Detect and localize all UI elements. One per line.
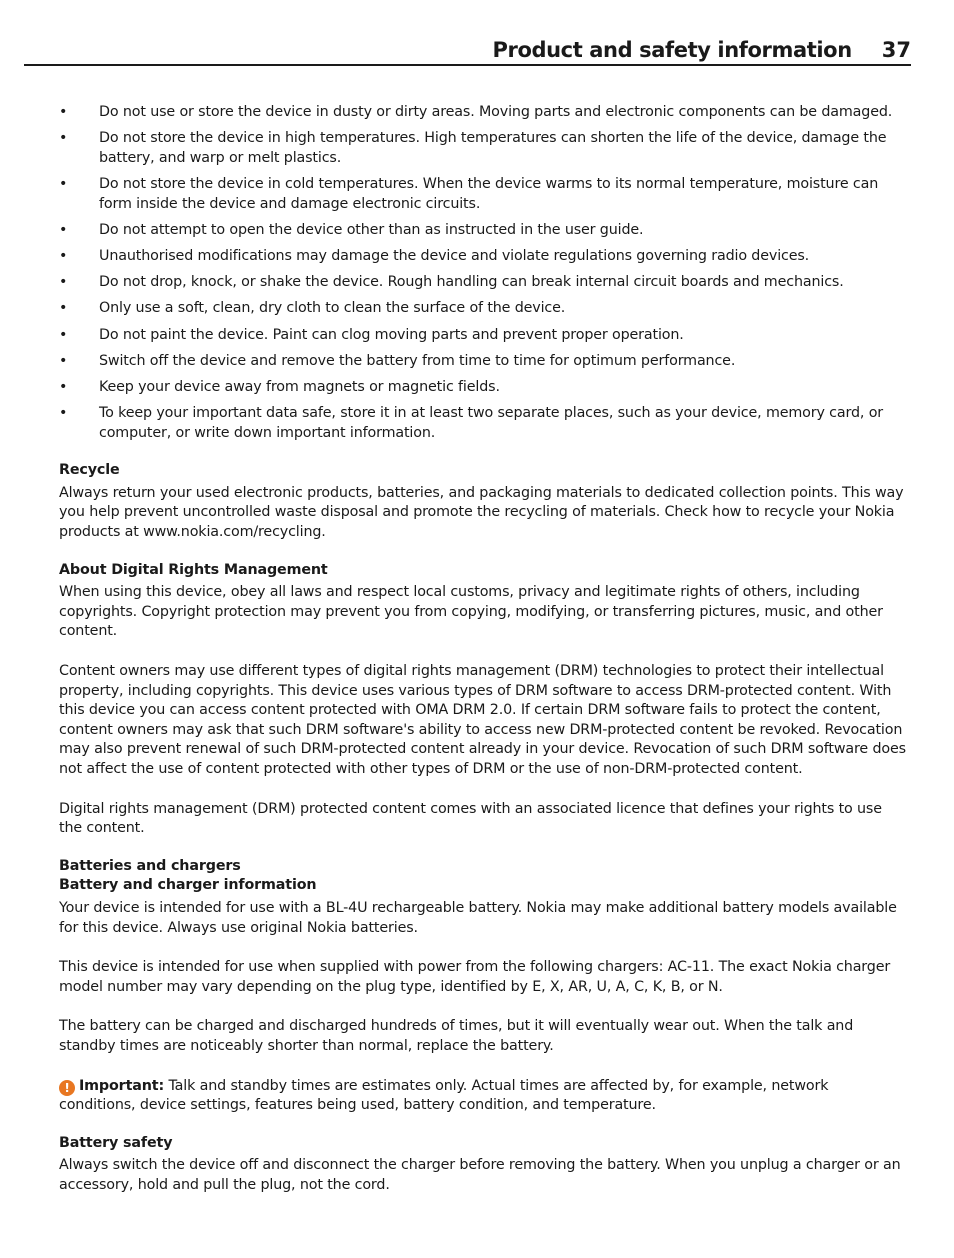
list-item-text: To keep your important data safe, store it in at least two separate places, such as your device, memory card, or computer, or write down important information. <box>99 405 884 441</box>
bullet-icon: • <box>59 221 68 238</box>
bullet-icon: • <box>59 300 68 317</box>
drm-heading: About Digital Rights Management <box>59 561 328 578</box>
list-item-text: Do not use or store the device in dusty or dirty areas. Moving parts and electronic components can be damaged. <box>99 104 893 120</box>
list-item <box>59 273 907 293</box>
list-item-text: Do not drop, knock, or shake the device. Rough handling can break internal circuit boards and mechanics. <box>99 274 844 291</box>
page-header <box>24 34 911 66</box>
battery-info-subheading: Battery and charger information <box>59 877 317 894</box>
bullet-icon: • <box>59 274 68 291</box>
charger-paragraph: This device is intended for use when supplied with power from the following chargers: AC-11. The exact Nokia charger model number may vary depending on the plug type, identified by E, X, AR, U, A, C, K, B, or N. <box>59 959 891 995</box>
list-item <box>59 175 907 214</box>
list-item <box>59 247 907 267</box>
care-bullet-list <box>59 103 907 443</box>
battery-safety-paragraph: Always switch the device off and disconnect the charger before removing the battery. When you unplug a charger or an accessory, hold and pull the plug, not the cord. <box>59 1157 901 1193</box>
bullet-icon: • <box>59 378 68 395</box>
battery-paragraph-1: Your device is intended for use with a BL-4U rechargeable battery. Nokia may make additional battery models available for this device. Always use original Nokia batteries. <box>59 899 897 936</box>
list-item-text: Do not attempt to open the device other than as instructed in the user guide. <box>99 221 644 238</box>
important-label: Important: <box>79 1077 165 1094</box>
bullet-icon: • <box>59 130 68 147</box>
batteries-heading: Batteries and chargers <box>59 857 241 874</box>
battery-safety-heading: Battery safety <box>59 1134 173 1151</box>
list-item-text: Unauthorised modifications may damage the device and violate regulations governing radio devices. <box>99 247 810 264</box>
list-item <box>59 129 907 168</box>
list-item <box>59 103 907 123</box>
bullet-icon: • <box>59 405 68 422</box>
list-item <box>59 378 907 398</box>
list-item <box>59 404 907 443</box>
list-item <box>59 221 907 241</box>
important-note <box>59 1077 907 1116</box>
list-item-text: Keep your device away from magnets or magnetic fields. <box>99 378 500 395</box>
drm-paragraph-2: Content owners may use different types of digital rights management (DRM) technologies to protect their intellectual property, including copyrights. This device uses various types of DRM software to access DRM-protected content. With this device you can access content protected with OMA DRM 2.0. If certain DRM software fails to protect the content, content owners may ask that such DRM software's ability to access new DRM-protected content be revoked. Revocation may also prevent renewal of such DRM-protected content already in your device. Revocation of such DRM software does not affect the use of content protected with other types of DRM or the use of non-DRM-protected content. <box>59 663 906 777</box>
list-item-text: Do not store the device in high temperatures. High temperatures can shorten the life of the device, damage the battery, and warp or melt plastics. <box>99 130 887 166</box>
list-item <box>59 326 907 346</box>
recycle-paragraph: Always return your used electronic products, batteries, and packaging materials to dedicated collection points. This way you help prevent uncontrolled waste disposal and promote the recycling of materials. Check how to recycle your Nokia products at www.nokia.com/recycling. <box>59 484 904 541</box>
page-number: 37 <box>881 38 911 62</box>
list-item-text: Only use a soft, clean, dry cloth to clean the surface of the device. <box>99 300 566 317</box>
bullet-icon: • <box>59 326 68 343</box>
drm-paragraph-1: When using this device, obey all laws and respect local customs, privacy and legitimate rights of others, including copyrights. Copyright protection may prevent you from copying, modifying, or transferring pictures, music, and other content. <box>59 584 883 640</box>
list-item <box>59 299 907 319</box>
warning-icon: ! <box>59 1080 75 1096</box>
important-text: Talk and standby times are estimates only. Actual times are affected by, for example, network conditions, device settings, features being used, battery condition, and temperature. <box>59 1077 829 1114</box>
list-item-text: Switch off the device and remove the battery from time to time for optimum performance. <box>99 352 736 369</box>
recycle-heading: Recycle <box>59 462 120 479</box>
bullet-icon: • <box>59 104 68 120</box>
bullet-icon: • <box>59 352 68 369</box>
page-title: Product and safety information <box>492 38 852 62</box>
list-item <box>59 352 907 372</box>
page-content <box>59 103 907 1195</box>
drm-paragraph-3: Digital rights management (DRM) protected content comes with an associated licence that defines your rights to use the content. <box>59 800 882 837</box>
list-item-text: Do not store the device in cold temperatures. When the device warms to its normal temperature, moisture can form inside the device and damage electronic circuits. <box>99 175 879 212</box>
bullet-icon: • <box>59 175 68 192</box>
list-item-text: Do not paint the device. Paint can clog moving parts and prevent proper operation. <box>99 326 684 343</box>
battery-wear-paragraph: The battery can be charged and discharged hundreds of times, but it will eventually wear out. When the talk and standby times are noticeably shorter than normal, replace the battery. <box>59 1018 854 1054</box>
bullet-icon: • <box>59 247 68 264</box>
